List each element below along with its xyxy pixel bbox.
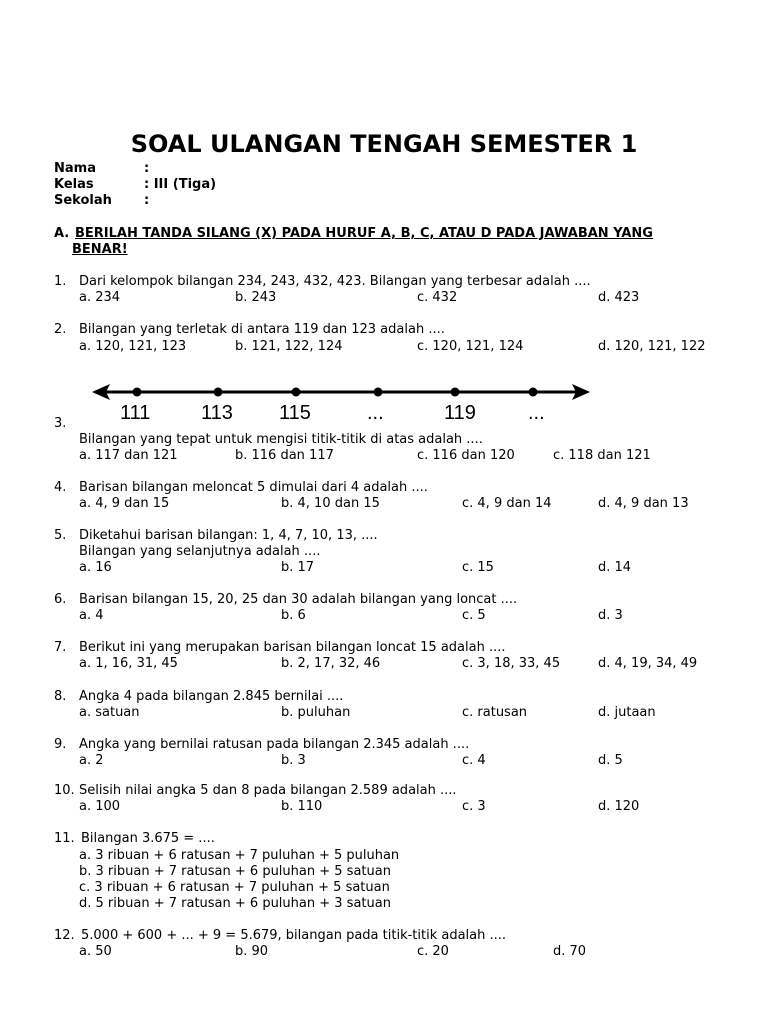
name-value: : bbox=[144, 161, 150, 176]
option-a: a. 120, 121, 123 bbox=[79, 339, 187, 354]
question-text: Berikut ini yang merupakan barisan bilangan loncat 15 adalah .... bbox=[79, 640, 506, 655]
question-text: Angka 4 pada bilangan 2.845 bernilai .... bbox=[79, 689, 344, 704]
option-c: c. 3 bbox=[462, 799, 486, 814]
question-text: Barisan bilangan 15, 20, 25 dan 30 adalah bilangan yang loncat .... bbox=[79, 592, 518, 607]
section-instruction-line2: BENAR! bbox=[72, 242, 128, 257]
option-d: d. 120, 121, 122 bbox=[598, 339, 706, 354]
option-b: b. 121, 122, 124 bbox=[235, 339, 343, 354]
option-d: d. 3 bbox=[598, 608, 623, 623]
option-b: b. 116 dan 117 bbox=[235, 448, 334, 463]
question-number: 1. bbox=[54, 274, 67, 289]
option-d: d. 70 bbox=[553, 944, 587, 959]
number-line-dot bbox=[214, 388, 223, 397]
option-b: b. 17 bbox=[281, 560, 315, 575]
question-text: Bilangan 3.675 = .... bbox=[81, 831, 215, 846]
question-number: 2. bbox=[54, 322, 67, 337]
option-c: c. ratusan bbox=[462, 705, 528, 720]
option-c: c. 432 bbox=[417, 290, 458, 305]
number-line-dot bbox=[133, 388, 142, 397]
question-text: Angka yang bernilai ratusan pada bilangan 2.345 adalah .... bbox=[79, 737, 470, 752]
option-a: a. satuan bbox=[79, 705, 140, 720]
option-c: c. 15 bbox=[462, 560, 494, 575]
option-c: c. 116 dan 120 bbox=[417, 448, 515, 463]
option-d: d. jutaan bbox=[598, 705, 656, 720]
number-line-label: ... bbox=[367, 402, 384, 424]
question-text: Selisih nilai angka 5 dan 8 pada bilangan 2.589 adalah .... bbox=[79, 783, 457, 798]
option-a: a. 1, 16, 31, 45 bbox=[79, 656, 178, 671]
option-c: c. 4, 9 dan 14 bbox=[462, 496, 552, 511]
class-label: Kelas bbox=[54, 177, 94, 192]
question-number: 3. bbox=[54, 416, 67, 431]
option-b: b. 4, 10 dan 15 bbox=[281, 496, 380, 511]
question-number: 7. bbox=[54, 640, 67, 655]
option-c: c. 3, 18, 33, 45 bbox=[462, 656, 561, 671]
question-number: 8. bbox=[54, 689, 67, 704]
question-number: 11. bbox=[54, 831, 75, 846]
question-number: 4. bbox=[54, 480, 67, 495]
option-c: c. 5 bbox=[462, 608, 486, 623]
option-a: a. 2 bbox=[79, 753, 104, 768]
question-text: Barisan bilangan meloncat 5 dimulai dari 4 adalah .... bbox=[79, 480, 428, 495]
question-number: 5. bbox=[54, 528, 67, 543]
question-text: Bilangan yang tepat untuk mengisi titik-titik di atas adalah .... bbox=[79, 432, 483, 447]
option-b: b. 110 bbox=[281, 799, 323, 814]
option-d: c. 118 dan 121 bbox=[553, 448, 651, 463]
section-letter: A. bbox=[54, 226, 70, 241]
option-b: b. 3 ribuan + 7 ratusan + 6 puluhan + 5 satuan bbox=[79, 864, 391, 879]
name-label: Nama bbox=[54, 161, 96, 176]
option-d: d. 14 bbox=[598, 560, 632, 575]
question-text: Diketahui barisan bilangan: 1, 4, 7, 10, 13, .... bbox=[79, 528, 378, 543]
school-value: : bbox=[144, 193, 150, 208]
option-a: a. 4 bbox=[79, 608, 104, 623]
option-d: d. 4, 19, 34, 49 bbox=[598, 656, 698, 671]
option-c: c. 4 bbox=[462, 753, 486, 768]
option-b: b. 90 bbox=[235, 944, 269, 959]
question-number: 12. bbox=[54, 928, 75, 943]
number-line-dot bbox=[451, 388, 460, 397]
option-a: a. 100 bbox=[79, 799, 121, 814]
option-a: a. 50 bbox=[79, 944, 112, 959]
option-c: c. 20 bbox=[417, 944, 449, 959]
number-line-label: ... bbox=[528, 402, 545, 424]
option-d: d. 5 bbox=[598, 753, 623, 768]
option-b: b. puluhan bbox=[281, 705, 351, 720]
question-text: Dari kelompok bilangan 234, 243, 432, 423. Bilangan yang terbesar adalah .... bbox=[79, 274, 591, 289]
number-line-figure bbox=[88, 380, 598, 406]
page-title: SOAL ULANGAN TENGAH SEMESTER 1 bbox=[130, 130, 638, 158]
question-number: 6. bbox=[54, 592, 67, 607]
number-line-label: 119 bbox=[444, 402, 476, 424]
question-text: Bilangan yang terletak di antara 119 dan 123 adalah .... bbox=[79, 322, 445, 337]
option-c: c. 120, 121, 124 bbox=[417, 339, 524, 354]
question-text: Bilangan yang selanjutnya adalah .... bbox=[79, 544, 321, 559]
school-label: Sekolah bbox=[54, 193, 112, 208]
number-line-label: 113 bbox=[201, 402, 233, 424]
option-a: a. 4, 9 dan 15 bbox=[79, 496, 170, 511]
option-b: b. 6 bbox=[281, 608, 306, 623]
option-a: a. 117 dan 121 bbox=[79, 448, 178, 463]
question-number: 10. bbox=[54, 783, 75, 798]
option-d: d. 120 bbox=[598, 799, 640, 814]
option-b: b. 2, 17, 32, 46 bbox=[281, 656, 381, 671]
question-number: 9. bbox=[54, 737, 67, 752]
number-line-label: 115 bbox=[279, 402, 311, 424]
number-line-label: 111 bbox=[120, 402, 151, 424]
number-line-dot bbox=[529, 388, 538, 397]
option-c: c. 3 ribuan + 6 ratusan + 7 puluhan + 5 satuan bbox=[79, 880, 390, 895]
option-d: d. 4, 9 dan 13 bbox=[598, 496, 689, 511]
option-a: a. 16 bbox=[79, 560, 112, 575]
option-b: b. 243 bbox=[235, 290, 277, 305]
question-text: 5.000 + 600 + ... + 9 = 5.679, bilangan pada titik-titik adalah .... bbox=[81, 928, 507, 943]
option-d: d. 5 ribuan + 7 ratusan + 6 puluhan + 3 satuan bbox=[79, 896, 391, 911]
option-a: a. 234 bbox=[79, 290, 121, 305]
number-line-dot bbox=[292, 388, 301, 397]
option-a: a. 3 ribuan + 6 ratusan + 7 puluhan + 5 puluhan bbox=[79, 848, 400, 863]
option-d: d. 423 bbox=[598, 290, 640, 305]
section-instruction-line1: BERILAH TANDA SILANG (X) PADA HURUF A, B, C, ATAU D PADA JAWABAN YANG bbox=[75, 226, 653, 241]
class-value: : III (Tiga) bbox=[144, 177, 217, 192]
option-b: b. 3 bbox=[281, 753, 306, 768]
number-line-dot bbox=[374, 388, 383, 397]
